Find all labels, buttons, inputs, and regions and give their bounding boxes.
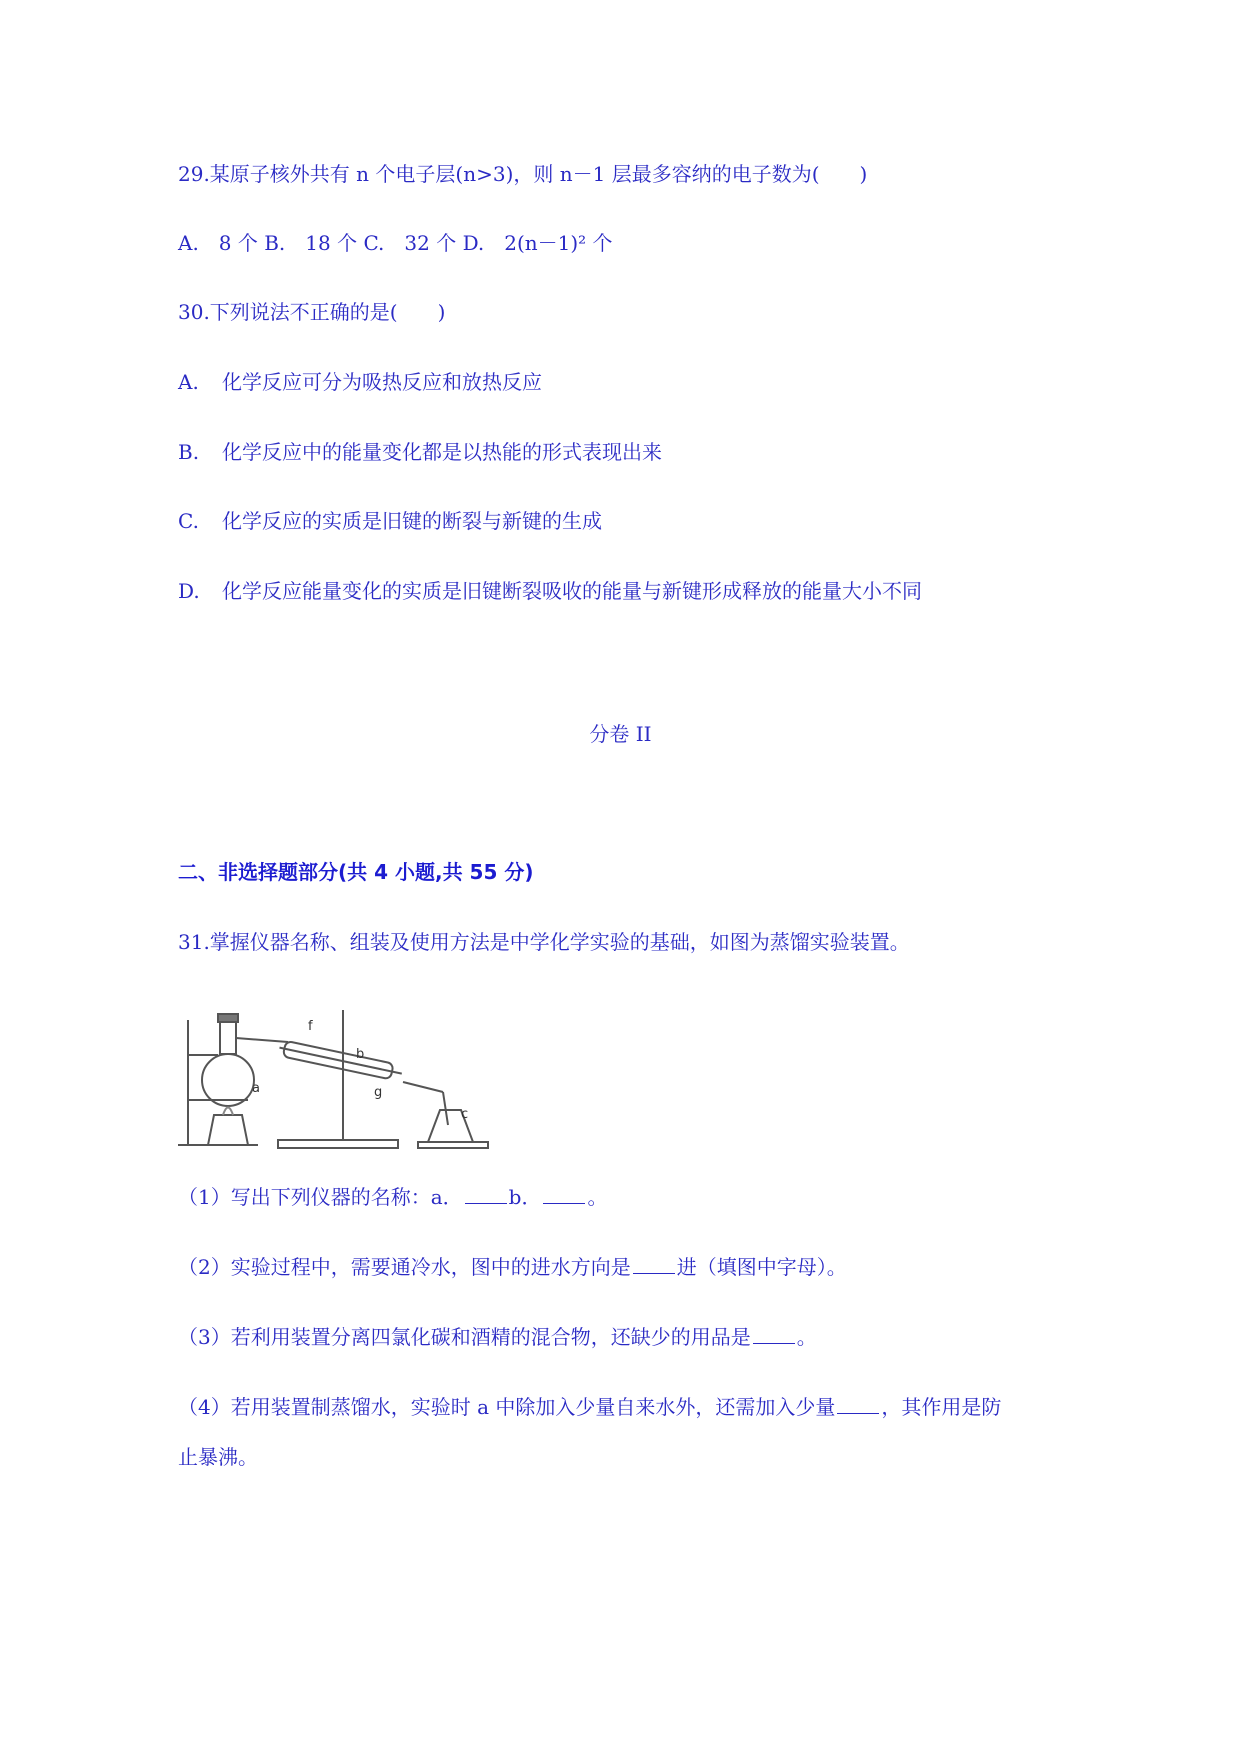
- sub1-pre: （1）写出下列仪器的名称：a．: [178, 1185, 463, 1209]
- option-text: 化学反应中的能量变化都是以热能的形式表现出来: [222, 440, 662, 464]
- distillation-apparatus-figure: [178, 1000, 502, 1150]
- q31-sub3: [178, 1323, 817, 1351]
- sub1-mid: b．: [508, 1185, 542, 1209]
- sub3-end: 。: [796, 1325, 817, 1349]
- distillation-apparatus-drawing: [178, 1000, 502, 1150]
- q31-sub4-line2: 止暴沸。: [178, 1445, 258, 1469]
- sub4-end: ，其作用是防: [881, 1395, 1002, 1419]
- q29-options: A. 8 个 B. 18 个 C. 32 个 D. 2(n－1)² 个: [178, 231, 613, 255]
- sub2-end: 进（填图中字母）。: [676, 1255, 847, 1279]
- option-text: 化学反应的实质是旧键的断裂与新键的生成: [222, 509, 602, 533]
- option-letter: C.: [178, 509, 199, 533]
- option-text: 化学反应可分为吸热反应和放热反应: [222, 370, 542, 394]
- q30-option-b: [178, 438, 662, 466]
- option-text: 化学反应能量变化的实质是旧键断裂吸收的能量与新键形成释放的能量大小不同: [222, 579, 922, 603]
- label-a: a: [252, 1081, 260, 1096]
- label-c: c: [461, 1107, 469, 1122]
- option-letter: A.: [178, 370, 199, 394]
- q30-option-d: [178, 577, 922, 605]
- q31-stem: 31.掌握仪器名称、组装及使用方法是中学化学实验的基础，如图为蒸馏实验装置。: [178, 930, 910, 954]
- label-g: g: [374, 1085, 383, 1100]
- section-title: 分卷 II: [589, 722, 652, 746]
- q30-option-a: [178, 368, 542, 396]
- answer-blank[interactable]: [543, 1183, 585, 1204]
- q30-option-c: [178, 507, 602, 535]
- q31-sub2: [178, 1253, 847, 1281]
- q29-stem: 29.某原子核外共有 n 个电子层(n>3)，则 n－1 层最多容纳的电子数为( ): [178, 162, 868, 186]
- answer-blank[interactable]: [837, 1393, 879, 1414]
- option-letter: D.: [178, 579, 200, 603]
- sub3-pre: （3）若利用装置分离四氯化碳和酒精的混合物，还缺少的用品是: [178, 1325, 751, 1349]
- sub4-pre: （4）若用装置制蒸馏水，实验时 a 中除加入少量自来水外，还需加入少量: [178, 1395, 836, 1419]
- sub2-pre: （2）实验过程中，需要通冷水，图中的进水方向是: [178, 1255, 631, 1279]
- answer-blank[interactable]: [465, 1183, 507, 1204]
- sub1-end: 。: [587, 1185, 608, 1209]
- label-b: b: [356, 1047, 365, 1062]
- answer-blank[interactable]: [633, 1253, 675, 1274]
- label-f: f: [308, 1019, 313, 1034]
- part2-heading: 二、非选择题部分(共 4 小题,共 55 分): [178, 860, 534, 884]
- answer-blank[interactable]: [753, 1323, 795, 1344]
- q30-stem: 30.下列说法不正确的是( ): [178, 300, 446, 324]
- q31-sub1: [178, 1183, 607, 1211]
- option-letter: B.: [178, 440, 200, 464]
- q31-sub4: [178, 1393, 1001, 1421]
